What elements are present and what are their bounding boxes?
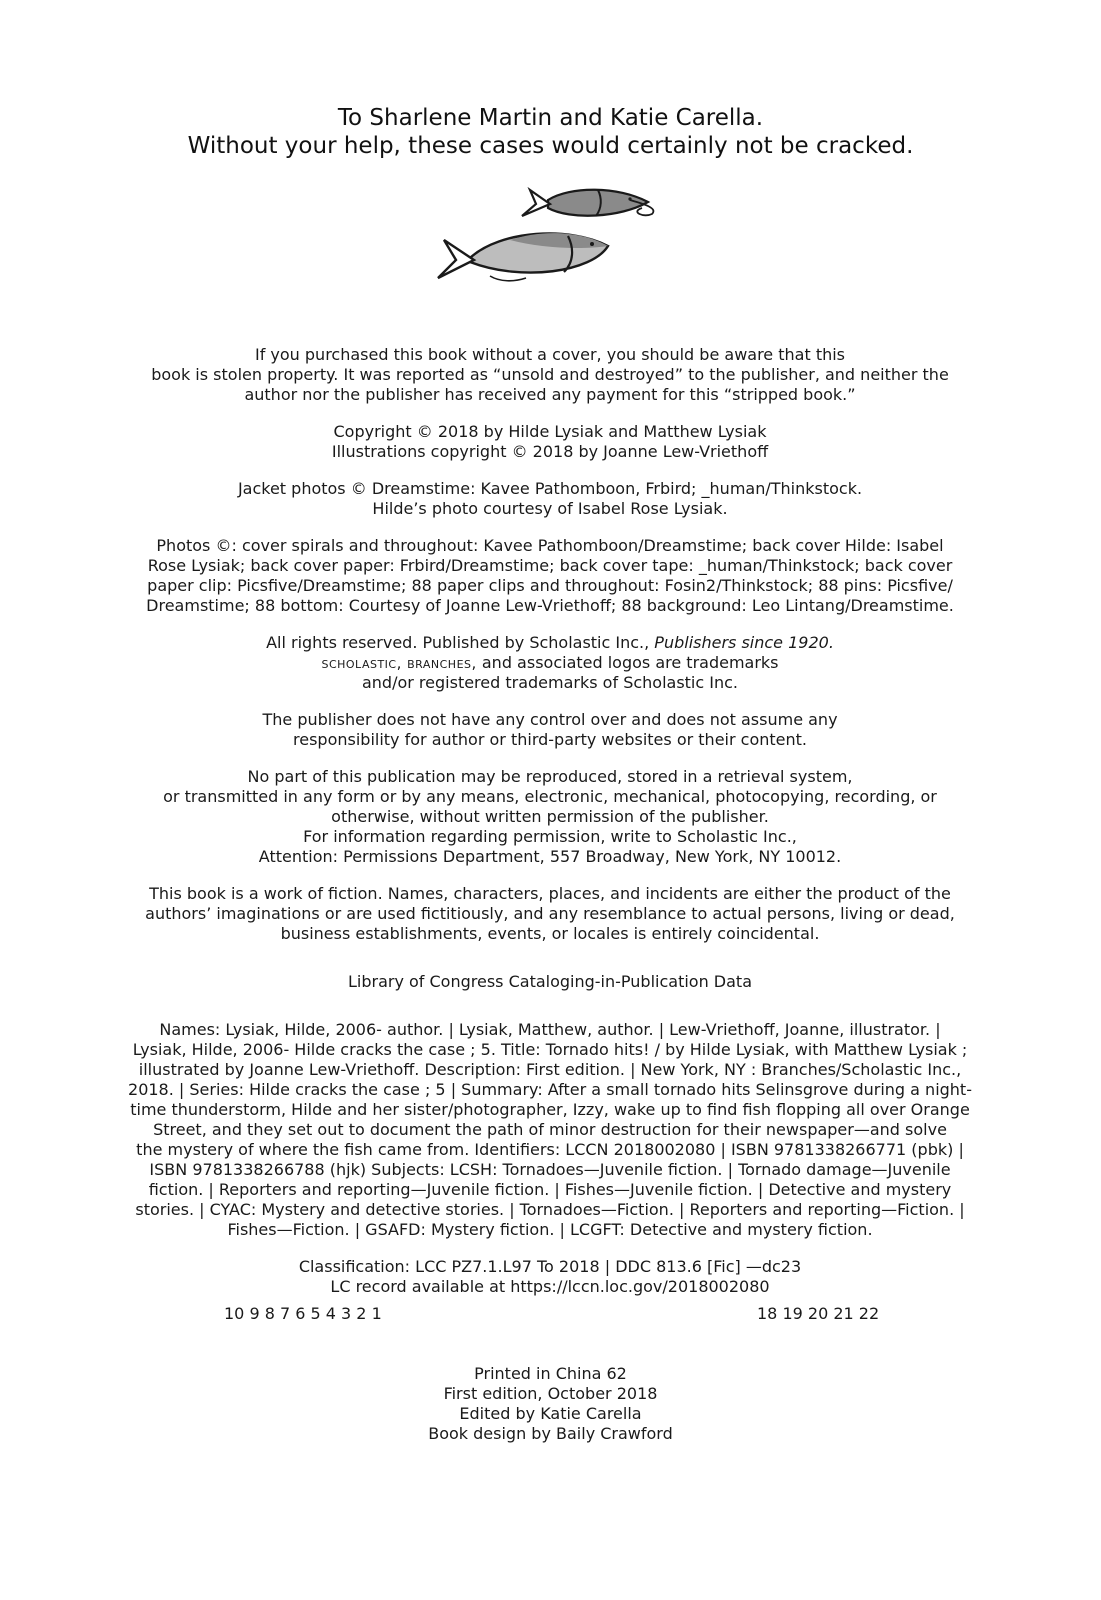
small-fish-icon — [522, 190, 653, 216]
text-line: Library of Congress Cataloging-in-Publication Data — [347, 972, 753, 991]
text-line: The publisher does not have any control over and does not assume any — [262, 710, 838, 729]
text-line: For information regarding permission, write to Scholastic Inc., — [303, 827, 797, 846]
text-line: otherwise, without written permission of the publisher. — [331, 807, 769, 826]
two-fish-icon — [430, 178, 670, 290]
text-line: stories. | CYAC: Mystery and detective stories. | Tornadoes—Fiction. | Reporters and reporting—Fiction. | — [135, 1200, 965, 1219]
text-line: author nor the publisher has received any payment for this “stripped book.” — [244, 385, 856, 404]
large-fish-icon — [438, 233, 608, 281]
text-line: 2018. | Series: Hilde cracks the case ; 5 | Summary: After a small tornado hits Selinsgrove during a night- — [128, 1080, 972, 1099]
text-line: Names: Lysiak, Hilde, 2006- author. | Lysiak, Matthew, author. | Lew-Vriethoff, Joanne, illustrator. | — [159, 1020, 941, 1039]
text-line: Edited by Katie Carella — [459, 1404, 642, 1423]
text-line: Book design by Baily Crawford — [428, 1424, 673, 1443]
text-line: First edition, October 2018 — [443, 1384, 658, 1403]
dedication-line: To Sharlene Martin and Katie Carella. — [337, 105, 764, 131]
text-line: Dreamstime; 88 bottom: Courtesy of Joanne Lew-Vriethoff; 88 background: Leo Lintang/Dreamstime. — [146, 596, 954, 615]
text-line: This book is a work of fiction. Names, characters, places, and incidents are either the product of the — [149, 884, 951, 903]
text-line: If you purchased this book without a cover, you should be aware that this — [254, 345, 846, 364]
text-line: Street, and they set out to document the path of minor destruction for their newspaper—and solve — [153, 1120, 947, 1139]
text-line: illustrated by Joanne Lew-Vriethoff. Description: First edition. | New York, NY : Branches/Scholastic Inc., — [138, 1060, 962, 1079]
printing-info — [0, 1364, 1101, 1444]
text-line: book is stolen property. It was reported as “unsold and destroyed” to the publisher, and neither the — [151, 365, 949, 384]
dedication — [0, 104, 1101, 160]
text-line: business establishments, events, or locales is entirely coincidental. — [280, 924, 820, 943]
text-line: time thunderstorm, Hilde and her sister/photographer, Izzy, wake up to find fish flopping all over Orange — [130, 1100, 970, 1119]
text-line: Fishes—Fiction. | GSAFD: Mystery fiction. | LCGFT: Detective and mystery fiction. — [227, 1220, 873, 1239]
text-line: ISBN 9781338266788 (hjk) Subjects: LCSH: Tornadoes—Juvenile fiction. | Tornado damage—Juvenile — [149, 1160, 951, 1179]
printing-numbers — [0, 1304, 1101, 1328]
text-line: responsibility for author or third-party websites or their content. — [293, 730, 807, 749]
text-line: or transmitted in any form or by any means, electronic, mechanical, photocopying, recording, or — [163, 787, 937, 806]
text-line: All rights reserved. Published by Scholastic Inc., Publishers since 1920. — [266, 633, 834, 652]
text-line: Rose Lysiak; back cover paper: Frbird/Dreamstime; back cover tape: _human/Thinkstock; back cover — [147, 556, 953, 575]
text-line: fiction. | Reporters and reporting—Juvenile fiction. | Fishes—Juvenile fiction. | Detective and mystery — [148, 1180, 952, 1199]
text-line: Printed in China 62 — [474, 1364, 627, 1383]
printing-number-line: 10 9 8 7 6 5 4 3 2 1 — [224, 1304, 382, 1323]
text-line: authors’ imaginations or are used fictitiously, and any resemblance to actual persons, living or dead, — [145, 904, 955, 923]
printing-year-line: 18 19 20 21 22 — [757, 1304, 880, 1323]
text-line: LC record available at https://lccn.loc.gov/2018002080 — [330, 1277, 770, 1296]
text-line: Photos ©: cover spirals and throughout: Kavee Pathomboon/Dreamstime; back cover Hilde: Isabel — [156, 536, 944, 555]
text-line: paper clip: Picsfive/Dreamstime; 88 paper clips and throughout: Fosin2/Thinkstock; 88 pins: Picsfive/ — [147, 576, 953, 595]
text-line: and/or registered trademarks of Scholastic Inc. — [361, 673, 738, 692]
front-matter-text — [90, 328, 1010, 1314]
text-line: Copyright © 2018 by Hilde Lysiak and Matthew Lysiak — [333, 422, 767, 441]
text-line: the mystery of where the fish came from. Identifiers: LCCN 2018002080 | ISBN 9781338266771 (pbk) | — [136, 1140, 964, 1159]
text-line: Classification: LCC PZ7.1.L97 To 2018 | DDC 813.6 [Fic] —dc23 — [298, 1257, 802, 1276]
text-line: Jacket photos © Dreamstime: Kavee Pathomboon, Frbird; _human/Thinkstock. — [237, 479, 863, 498]
text-line: Lysiak, Hilde, 2006- Hilde cracks the case ; 5. Title: Tornado hits! / by Hilde Lysiak, with Matthew Lysiak ; — [132, 1040, 968, 1059]
text-line: Hilde’s photo courtesy of Isabel Rose Lysiak. — [372, 499, 728, 518]
text-line: Attention: Permissions Department, 557 Broadway, New York, NY 10012. — [258, 847, 842, 866]
text-line: No part of this publication may be reproduced, stored in a retrieval system, — [247, 767, 853, 786]
text-line: scholastic, branches, and associated logos are trademarks — [321, 653, 779, 672]
text-line: Illustrations copyright © 2018 by Joanne Lew-Vriethoff — [331, 442, 769, 461]
dedication-line: Without your help, these cases would certainly not be cracked. — [187, 133, 914, 159]
